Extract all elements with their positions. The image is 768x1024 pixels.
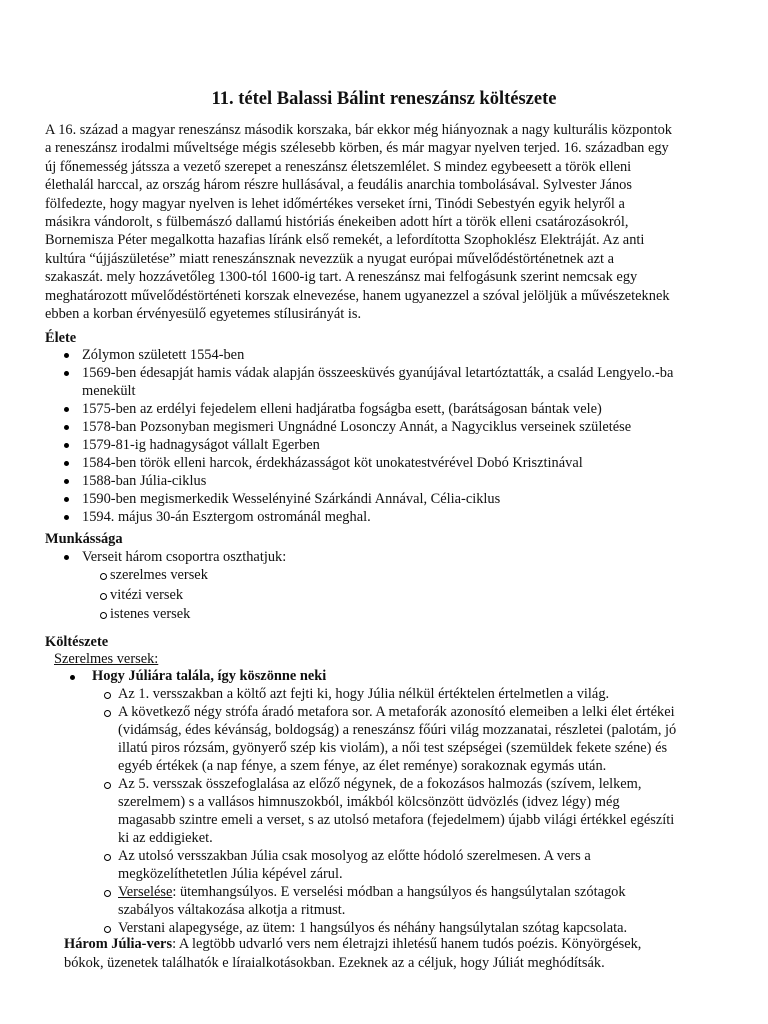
intro-line: Bornemisza Péter megalkotta hazafias líránk első remekét, a lefordította Szophoklész Elektráját. Az anti <box>45 232 645 249</box>
list-item: Verselése: ütemhangsúlyos. E verselési módban a hangsúlyos és hangsúlytalan szótagok szabályos váltakozása alkotja a ritmust. <box>104 883 724 919</box>
munkassaga-list <box>62 548 742 566</box>
list-item: 1578-ban Pozsonyban megismeri Ungnádné Losonczy Annát, a Nagyciklus verseinek születése <box>62 418 742 436</box>
intro-line: ebben a korban érvényesülő egyetemes stílusirányát is. <box>45 306 362 323</box>
list-item: vitézi versek <box>100 586 208 606</box>
list-item: 1579-81-ig hadnagyságot vállalt Egerben <box>62 436 742 454</box>
intro-paragraph <box>45 121 731 323</box>
list-item: 1584-ben török elleni harcok, érdekházasságot köt unokatestvérével Dobó Krisztinával <box>62 454 742 472</box>
kolteszete-heading: Költészete <box>45 634 109 650</box>
list-item: A következő négy strófa áradó metafora sor. A metaforák azonosító elemeiben a lelki élet értékei (vidámság, édes kévánság, boldogság) a reneszánsz főúri világ mozzanatai, részletei (palotám, jó illatú piros rózsám, gyönyerő szép kis violám), a női test szépségei (szemüldek fekete széne) és egyéb értékek (a nap fénye, a szem fénye, az élet reménye) sorakoznak egymás után. <box>104 703 724 775</box>
intro-line: A 16. század a magyar reneszánsz második korszaka, bár ekkor még hiányoznak a nagy kulturális központok <box>45 122 672 138</box>
list-item: Verseit három csoportra oszthatjuk: <box>62 548 742 566</box>
munkassaga-heading: Munkássága <box>45 531 123 547</box>
list-item: 1588-ban Júlia-ciklus <box>62 472 742 490</box>
elete-list <box>62 346 742 526</box>
intro-line: meghatározott művelődéstörténeti korszak elnevezése, hanem ugyanezzel a szóval jelöljük a művészeteknek <box>45 287 670 304</box>
szerelmes-versek-subheading: Szerelmes versek: <box>54 651 159 667</box>
intro-line: fölfedezte, hogy magyar nyelven is lehet időmértékes verseket írni, Tinódi Sebestyén egyik helyről a <box>45 195 625 212</box>
harom-julia-paragraph: Három Júlia-vers: A legtöbb udvarló vers nem életrajzi ihletésű hanem tudós poézis. Könyörgések, bókok, üzenetek találhatók e líraialkotásokban. Ezeknek az a céljuk, hogy Júliát meghódítsák. <box>64 936 642 971</box>
intro-line: élethalál harccal, az ország három részre hullásával, a feudális anarchia tombolásával. Sylvester János <box>45 177 632 194</box>
list-item: szerelmes versek <box>100 566 208 586</box>
intro-line: másikra vándorolt, s fülbemászó dallamú históriás énekeiben adott hírt a török elleni csatározásokról, <box>45 214 629 231</box>
list-item: Verstani alapegysége, az ütem: 1 hangsúlyos és néhány hangsúlytalan szótag kapcsolata. <box>104 919 724 937</box>
list-item: 1594. május 30-án Esztergom ostrománál meghal. <box>62 508 742 526</box>
list-item: 1590-ben megismerkedik Wesselényiné Szárkándi Annával, Célia-ciklus <box>62 490 742 508</box>
list-item: Az utolsó versszakban Júlia csak mosolyog az előtte hódoló szerelmesen. A vers a megközelíthetetlen Júlia képével zárul. <box>104 847 724 883</box>
intro-line: új főnemesség játssza a vezető szerepet a reneszánsz életszemlélet. S mindez egybeesett a török elleni <box>45 158 632 175</box>
list-item: Az 5. versszak összefoglalása az előző négynek, de a fokozásos halmozás (szívem, lelkem, szerelmem) s a vallásos himnuszokból, imákból kölcsönzött üdvözlés (idvez légy) még magasabb szintre emeli a verset, s az utolsó metafora (fejedelmem) újabb világi értékkel egészíti ki az eddigieket. <box>104 775 724 847</box>
list-item: Zólymon született 1554-ben <box>62 346 742 364</box>
intro-line: kultúra “újjászületése” miatt reneszánsznak nevezzük a nyugat európai művelődéstörténetnek azt a <box>45 250 614 267</box>
poem-analysis-list <box>104 685 724 937</box>
elete-heading: Élete <box>45 330 77 346</box>
list-item: Az 1. versszakban a költő azt fejti ki, hogy Júlia nélkül értéktelen értelmetlen a világ. <box>104 685 724 703</box>
intro-line: szakaszát. mely hozzávetőleg 1300-tól 1600-ig tart. A reneszánsz mai felfogásunk szerint nemcsak egy <box>45 269 638 286</box>
page-title: 11. tétel Balassi Bálint reneszánsz költészete <box>211 89 557 109</box>
harom-julia-label: Három Júlia-vers <box>64 936 173 952</box>
list-item: 1575-ben az erdélyi fejedelem elleni hadjáratba fogságba esett, (barátságosan bántak vele) <box>62 400 742 418</box>
list-item: 1569-ben édesapját hamis vádak alapján összeesküvés gyanújával letartóztatták, a család Lengyelo.-ba menekült <box>62 364 742 400</box>
groups-list <box>100 566 208 625</box>
poem-title: Hogy Júliára talála, így köszönne neki <box>70 668 326 685</box>
list-item: istenes versek <box>100 605 208 625</box>
intro-line: a reneszánsz irodalmi műveltsége mégis szélesebb körben, és már magyar nyelven terjed. 16. században egy <box>45 140 669 157</box>
